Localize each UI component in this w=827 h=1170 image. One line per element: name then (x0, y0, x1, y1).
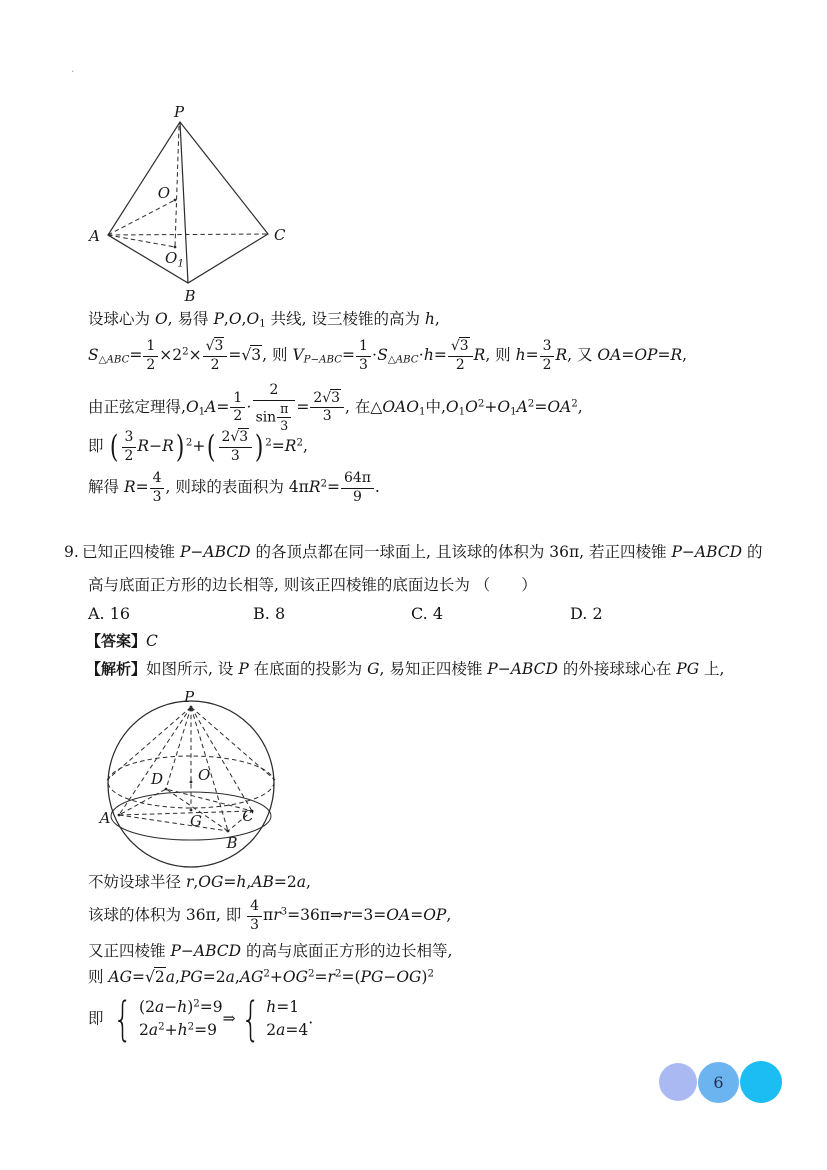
tetrahedron-dashed-edges (108, 126, 268, 247)
vertex-label-b: B (184, 287, 196, 305)
prev-solution-line-1: 设球心为 O, 易得 $P,O,O_1$ 共线, 设三棱锥的高为 h, (88, 310, 440, 330)
footer-circle-right (740, 1061, 782, 1103)
tetrahedron-solid-edges (108, 122, 268, 283)
prev-solution-line-3: 由正弦定理得$,O_1A=$ $\frac{1}{2}$ ⋅ 2 sin $\frac{\pi}{3}$ = $\frac{2√3}{3}$ , 在$\triangle OAO_1$中$,O_1O^2+O_1A^2=OA^2$, (88, 382, 583, 433)
question-text-line-2: 高与底面正方形的边长相等, 则该正四棱锥的底面边长为 （ ） (88, 576, 537, 594)
option-a (88, 604, 130, 623)
option-label: C. (411, 604, 428, 623)
vertex-label-c: C (274, 226, 286, 244)
vertex-label-o: O (157, 184, 170, 202)
figure-tetrahedron (80, 100, 295, 305)
answer-value: C (146, 632, 158, 650)
footer-circle-left (659, 1063, 697, 1101)
option-label: D. (570, 604, 588, 623)
sphere-label-d: D (150, 770, 164, 788)
option-d (570, 604, 603, 623)
sphere-label-o: O (198, 766, 211, 784)
option-value: 16 (109, 604, 131, 623)
sphere-label-g: G (190, 812, 202, 830)
option-label: A. (88, 604, 105, 623)
vertex-label-p: P (173, 103, 185, 121)
option-c (411, 604, 443, 623)
answer-label: 【答案】 (86, 632, 147, 650)
question-text-line-1: 已知正四棱锥 P−ABCD 的各顶点都在同一球面上, 且该球的体积为 36π, 若正四棱锥 P−ABCD 的 (82, 543, 763, 561)
sphere-label-a: A (99, 809, 111, 827)
solution9-line-1: 不妨设球半径 r,OG=h,AB=2a, (88, 873, 311, 891)
solution9-line-4: 则 $AG=√2a,PG=2a,AG^2+OG^2=r^2=(PG-OG)^2$ (88, 968, 434, 986)
solution9-line-3: 又正四棱锥 P−ABCD 的高与底面正方形的边长相等, (88, 942, 453, 960)
option-b (253, 604, 285, 623)
prev-solution-line-2: $S_{\triangle ABC}=$ $\frac{1}{2}$ $\times 2^2\times$ $\frac{√3}{2}$ =√3, 则 $V_{P-ABC}=$ $\frac{1}{3}$ $\cdot S_{\triangle ABC}\cdot h=$ $\frac{√3}{2}$ R, 则 h= $\frac{3}{2}$ R, 又 OA=OP=R, (88, 338, 688, 373)
option-label: B. (253, 604, 270, 623)
analysis-line (86, 660, 724, 679)
figure-sphere (93, 686, 288, 876)
prev-solution-line-4: 即 ( $\frac{3}{2}$ R − R ) $^2$+ ( $\frac{2√3}{3}$ ) $^2=R^2$, (88, 428, 308, 465)
solution9-line-2: 该球的体积为 36π, 即 $\frac{4}{3}$ $\pi r^3=36\pi\Rightarrow r=3=OA=OP$, (88, 898, 452, 933)
question-number: 9. (64, 543, 79, 561)
sphere-label-c: C (242, 807, 254, 825)
sphere-label-b: B (226, 834, 238, 852)
analysis-text: 如图所示, 设 P 在底面的投影为 G, 易知正四棱锥 P−ABCD 的外接球球心在 PG 上, (146, 660, 725, 678)
option-value: 4 (432, 604, 444, 623)
solution9-line-5: 即 { $(2a-h)^2=9$ $2a^2+h^2=9$ ⇒ { h=1 2a=4 . (88, 991, 314, 1046)
page-number-circle (698, 1062, 739, 1103)
vertex-label-a: A (89, 227, 100, 245)
option-value: 8 (274, 604, 286, 623)
sphere-label-p: P (183, 688, 195, 706)
stray-mark: . (71, 60, 75, 75)
page-number: 6 (713, 1072, 724, 1092)
vertex-label-o1: $O_1$ (165, 249, 184, 270)
prev-solution-line-5: 解得 R= $\frac{4}{3}$ , 则球的表面积为 $4\pi R^2=$ $\frac{64\pi}{9}$ . (88, 470, 380, 505)
answer-line (86, 632, 158, 651)
option-value: 2 (592, 604, 603, 623)
analysis-label: 【解析】 (86, 660, 147, 678)
